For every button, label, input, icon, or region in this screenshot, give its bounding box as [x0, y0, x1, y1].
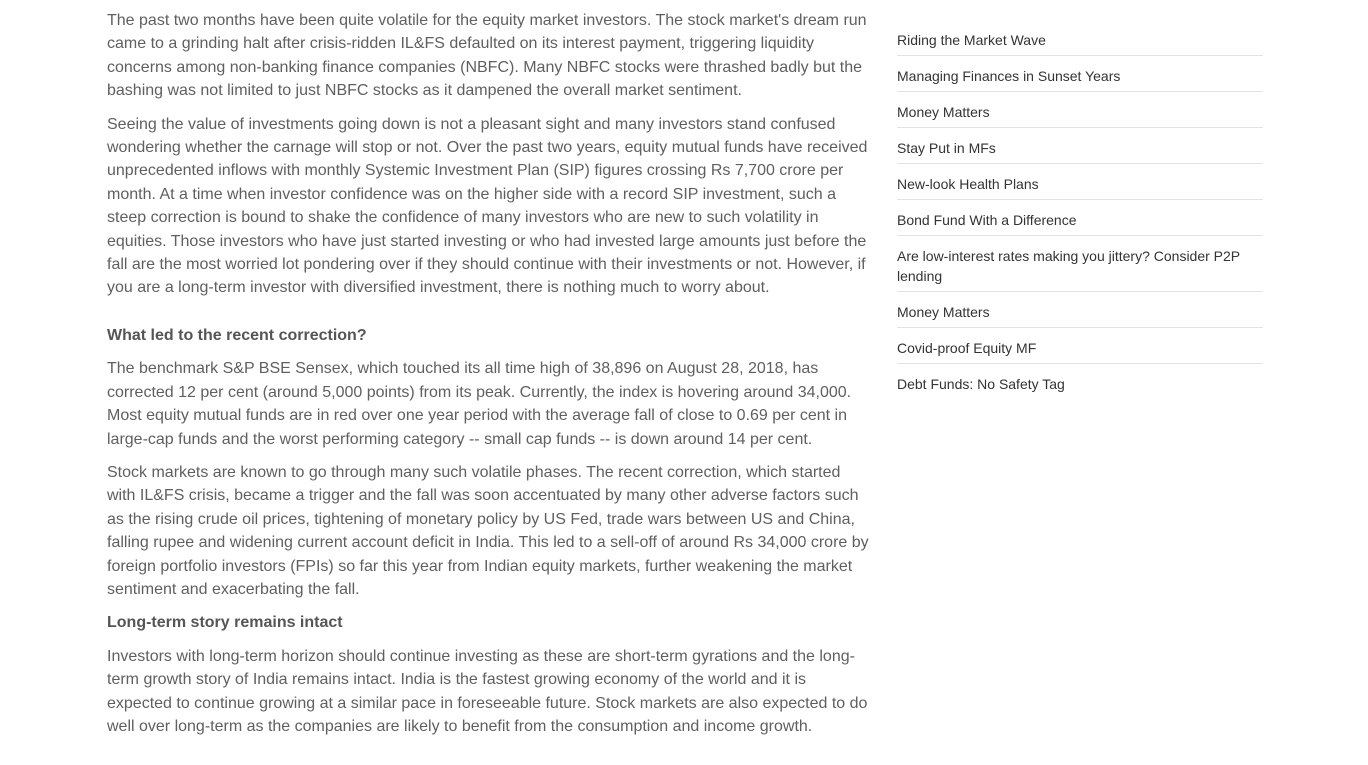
- list-item: [897, 372, 1263, 399]
- list-item: [897, 208, 1263, 236]
- related-article-link[interactable]: New-look Health Plans: [897, 176, 1039, 192]
- list-item: [897, 336, 1263, 364]
- article-paragraph: Stock markets are known to go through many such volatile phases. The recent correction, which started with IL&FS crisis, became a trigger and the fall was soon accentuated by many other adverse factors such as the rising crude oil prices, tightening of monetary policy by US Fed, trade wars between US and China, falling rupee and widening current account deficit in India. This led to a sell-off of around Rs 34,000 crore by foreign portfolio investors (FPIs) so far this year from Indian equity markets, further weakening the market sentiment and exacerbating the fall.: [107, 463, 869, 598]
- list-item: [897, 172, 1263, 200]
- related-article-link[interactable]: Bond Fund With a Difference: [897, 212, 1077, 228]
- article-paragraph: Seeing the value of investments going down is not a pleasant sight and many investors stand confused wondering whether the carnage will stop or not. Over the past two years, equity mutual funds have received unprecedented inflows with monthly Systemic Investment Plan (SIP) figures crossing Rs 7,700 crore per month. At a time when investor confidence was on the higher side with a record SIP investment, such a steep correction is bound to shake the confidence of many investors who are new to such volatility in equities. Those investors who have just started investing or who had invested large amounts just before the fall are the most worried lot pondering over if they should continue with their investments or not. However, if you are a long-term investor with diversified investment, there is nothing much to worry about.: [107, 115, 868, 297]
- list-item: [897, 100, 1263, 128]
- related-article-link[interactable]: Are low-interest rates making you jittery? Consider P2P lending: [897, 248, 1240, 284]
- article-paragraph: The benchmark S&P BSE Sensex, which touched its all time high of 38,896 on August 28, 2018, has corrected 12 per cent (around 5,000 points) from its peak. Currently, the index is hovering around 34,000. Most equity mutual funds are in red over one year period with the average fall of close to 0.69 per cent in large-cap funds and the worst performing category -- small cap funds -- is down around 14 per cent.: [107, 360, 852, 448]
- section-heading: Long-term story remains intact: [107, 614, 343, 632]
- list-item: [897, 300, 1263, 328]
- related-articles-sidebar: [897, 28, 1263, 407]
- list-item: [897, 136, 1263, 164]
- article-paragraph: Investors with long-term horizon should continue investing as these are short-term gyrations and the long-term growth story of India remains intact. India is the fastest growing economy of the world and it is expected to continue growing at a similar pace in foreseeable future. Stock markets are also expected to do well over long-term as the companies are likely to benefit from the consumption and income growth.: [107, 647, 868, 735]
- related-article-link[interactable]: Debt Funds: No Safety Tag: [897, 376, 1065, 392]
- related-article-link[interactable]: Money Matters: [897, 104, 990, 120]
- list-item: [897, 244, 1263, 292]
- related-articles-list: [897, 28, 1263, 399]
- related-article-link[interactable]: Covid-proof Equity MF: [897, 340, 1037, 356]
- related-article-link[interactable]: Stay Put in MFs: [897, 140, 996, 156]
- related-article-link[interactable]: Riding the Market Wave: [897, 32, 1046, 48]
- list-item: [897, 28, 1263, 56]
- list-item: [897, 64, 1263, 92]
- section-heading: What led to the recent correction?: [107, 326, 367, 344]
- related-article-link[interactable]: Managing Finances in Sunset Years: [897, 68, 1121, 84]
- article-paragraph: The past two months have been quite volatile for the equity market investors. The stock market's dream run came to a grinding halt after crisis-ridden IL&FS defaulted on its interest payment, triggering liquidity concerns among non-banking finance companies (NBFC). Many NBFC stocks were thrashed badly but the bashing was not limited to just NBFC stocks as it dampened the overall market sentiment.: [107, 12, 867, 100]
- article-body: [107, 9, 869, 748]
- related-article-link[interactable]: Money Matters: [897, 304, 990, 320]
